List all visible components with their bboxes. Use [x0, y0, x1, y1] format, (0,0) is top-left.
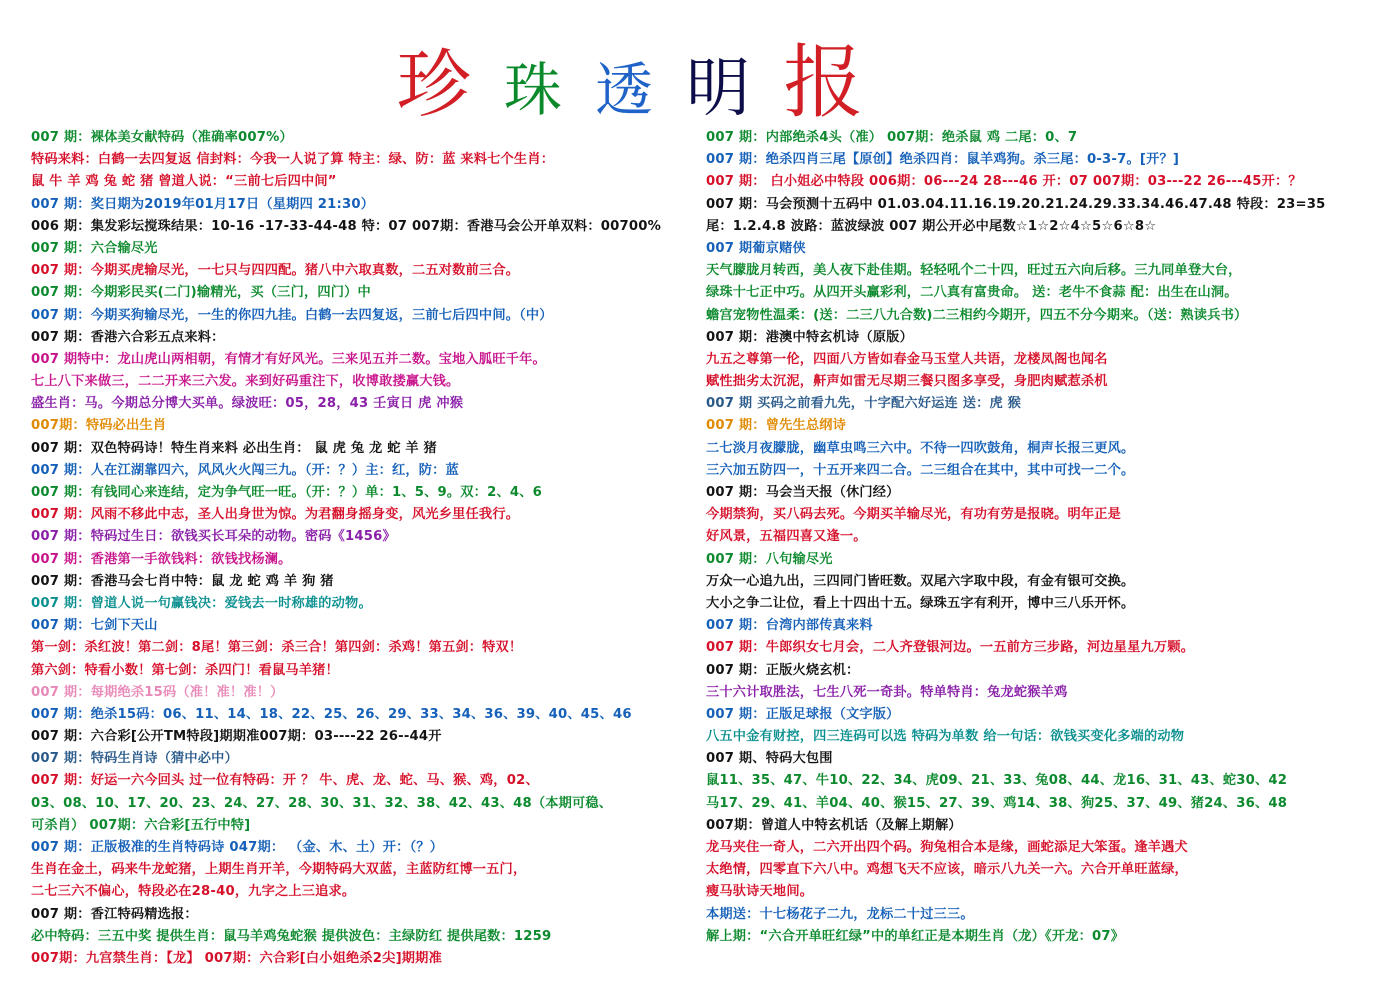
text-line: 鼠11、35、47、牛10、22、34、虎09、21、33、兔08、44、龙16、31、43、蛇30、42 [706, 773, 1288, 789]
title-char-4: 明 [686, 52, 751, 126]
text-line: 007 期：七剑下天山 [31, 618, 158, 634]
text-line: 盛生肖：马。今期总分博大买单。绿波旺：05，28，43 壬寅日 虎 冲猴 [31, 396, 464, 412]
text-line: 九五之尊第一伦，四面八方皆如春金马玉堂人共语，龙楼凤阁也闻名 [706, 351, 1108, 367]
text-line: 007 期特中：龙山虎山两相朝，有情才有好风光。三来见五并二数。宝地入胍旺千年。 [31, 351, 546, 367]
text-line: 好风景，五福四喜又逢一。 [706, 529, 867, 545]
text-line: 007 期：绝杀四肖三尾【原创】绝杀四肖：鼠羊鸡狗。杀三尾：0-3-7。[开？] [706, 152, 1180, 168]
text-line: 007 期：内部绝杀4头（准） 007期：绝杀鼠 鸡 二尾：0、7 [706, 130, 1078, 145]
text-line: 007 期：正版足球报（文字版） [706, 706, 900, 722]
text-line: 007 期：八句输尽光 [706, 551, 833, 567]
text-line: 生肖在金土，码来牛龙蛇猪，上期生肖开羊，今期特码大双蓝，主蓝防红博一五门， [31, 862, 527, 878]
right-column [706, 127, 1378, 948]
text-line: 天气朦胧月转西，美人夜下赴佳期。轻轻吼个二十四，旺过五六向后移。三九同单登大台， [706, 263, 1242, 279]
text-line: 007 期：正版火烧玄机： [706, 662, 860, 678]
title-char-1: 珍 [396, 42, 471, 128]
text-line: 瘦马驮诗天地间。 [706, 884, 814, 900]
text-line: 007 期：正版极准的生肖特码诗 047期： （金、木、土）开：（？） [31, 840, 444, 855]
text-line: 007 期：香江特码精选报： [31, 906, 198, 922]
text-line: 三十六计取胜法，七生八死一奇卦。特单特肖：兔龙蛇猴羊鸡 [706, 684, 1068, 700]
text-line: 007 期：今期买狗输尽光，一生的你四九挂。白鹤一去四复返，三前七后四中间。（中） [31, 307, 553, 323]
text-line: 二七三六不偏心，特段必在28-40，九字之上三追求。 [31, 884, 356, 900]
text-line: 绿珠十七正中巧。从四开头赢彩利，二八真有富贵命。 送：老牛不食蒜 配：出生在山洞。 [706, 285, 1238, 301]
text-line: 007期：曾道人中特玄机话（及解上期解） [706, 817, 962, 833]
text-line: 特码来料：白鹤一去四复返 信封料：今我一人说了算 特主：绿、防：蓝 来料七个生肖： [31, 152, 555, 168]
text-line: 尾：1.2.4.8 波路：蓝波绿波 007 期公开必中尾数☆1☆2☆4☆5☆6☆8☆ [706, 218, 1157, 234]
title-char-3: 透 [595, 56, 654, 124]
text-line: 007期：九宫禁生肖：【龙】 007期：六合彩[白小姐绝杀2尖]期期准 [31, 950, 442, 966]
text-line: 第六剑：特看小数！第七剑：杀四门！看鼠马羊猪！ [31, 662, 339, 678]
text-line: 太绝情，四零直下六八中。鸡想飞天不应该，暗示八九关一六。六合开单旺蓝绿， [706, 862, 1188, 878]
text-line: 007 期 买码之前看九先，十字配六好运连 送：虎 猴 [706, 396, 1022, 412]
text-line: 007 期：香港六合彩五点来料： [31, 329, 225, 345]
text-line: 今期禁狗，买八码去死。今期买羊输尽光，有功有劳是报晓。明年正是 [706, 507, 1122, 523]
text-line: 007 期：港澳中特玄机诗（原版） [706, 329, 913, 345]
title-char-5: 报 [783, 36, 864, 129]
text-line: 006 期：集发彩坛搅珠结果：10-16 -17-33-44-48 特：07 007期：香港马会公开单双料：00700% [31, 218, 662, 234]
text-line: 007 期： 白小姐必中特段 006期：06---24 28---46 开：07 007期：03---22 26---45开：？ [706, 174, 1302, 190]
text-line: 007 期：风雨不移此中志，圣人出身世为惊。为君翻身摇身变，风光乡里任我行。 [31, 507, 520, 523]
text-line: 第一剑：杀红波！第二剑：8尾！第三剑：杀三合！第四剑：杀鸡！第五剑：特双！ [31, 640, 523, 656]
text-line: 必中特码：三五中奖 提供生肖：鼠马羊鸡兔蛇猴 提供波色：主绿防红 提供尾数：1259 [31, 928, 552, 944]
left-column [31, 127, 703, 970]
title-char-2: 珠 [503, 56, 562, 124]
text-line: 解上期：“六合开单旺红绿”中的单红正是本期生肖（龙）《开龙：07》 [706, 928, 1125, 944]
text-line: 007 期：曾先生总纲诗 [706, 418, 847, 434]
text-line: 007 期：今期彩民买(二门)输精光，买（三门，四门）中 [31, 285, 371, 301]
text-line: 马17、29、41、羊04、40、猴15、27、39、鸡14、38、狗25、37、49、猪24、36、48 [706, 795, 1288, 811]
text-line: 007 期：六合彩[公开TM特段]期期准007期：03----22 26--44开 [31, 729, 442, 745]
text-line: 007 期：好运一六今回头 过一位有特码：开 ？ 牛、虎、龙、蛇、马、猴、鸡，02、 [31, 773, 539, 789]
text-line: 龙马夹住一奇人，二六开出四个码。狗兔相合本是缘，画蛇添足大笨蛋。逢羊遇犬 [706, 840, 1188, 855]
text-line: 007 期：马会当天报（休门经） [706, 485, 900, 500]
text-line: 本期送：十七杨花子二九，龙标二十过三三。 [706, 906, 974, 922]
text-line: 可杀肖） 007期：六合彩[五行中特] [31, 817, 251, 833]
text-line: 007 期：奖日期为2019年01月17日（星期四 21:30） [31, 196, 375, 212]
text-line: 007 期：每期绝杀15码（准！准！准！） [31, 684, 284, 700]
text-line: 007 期：有钱同心来连结，定为争气旺一旺。（开：？）单：1、5、9。双：2、4、6 [31, 485, 542, 500]
text-line: 007 期：绝杀15码：06、11、14、18、22、25、26、29、33、34、36、39、40、45、46 [31, 706, 632, 722]
text-line: 蟾宫宠物性温柔：(送：二三八九合数)二三相约今期开，四五不分今期来。（送：熟读兵书） [706, 307, 1248, 323]
text-line: 007 期：裸体美女献特码（准确率007%） [31, 130, 293, 145]
text-line: 007 期：台湾内部传真来料 [706, 618, 873, 634]
text-line: 007 期、特码大包围 [706, 751, 833, 767]
text-line: 七上八下来做三，二二开来三六发。来到好码重注下，收博敢搂赢大钱。 [31, 374, 460, 390]
text-line: 007 期：牛郎织女七月会，二人齐登银河边。一五前方三步路，河边星星九万颗。 [706, 640, 1195, 656]
text-line: 鼠 牛 羊 鸡 兔 蛇 猪 曾道人说：“三前七后四中间” [31, 174, 337, 190]
text-line: 007 期：曾道人说一句赢钱决：爱钱去一时称雄的动物。 [31, 595, 372, 611]
text-line: 赋性拙劣太沉泥，鼾声如雷无尽期三餐只图多享受，身肥肉赋惹杀机 [706, 374, 1108, 390]
text-line: 八五中金有财控，四三连码可以选 特码为单数 给一句话：欲钱买变化多端的动物 [706, 729, 1185, 745]
text-line: 007 期：六合输尽光 [31, 240, 158, 256]
text-line: 007 期：特码过生日：欲钱买长耳朵的动物。密码《1456》 [31, 529, 396, 545]
text-line: 007 期：香港第一手欲钱料：欲钱找杨澜。 [31, 551, 292, 567]
text-line: 二七淡月夜朦胧，幽草虫鸣三六中。不待一四吹鼓角，桐声长报三更风。 [706, 440, 1135, 456]
text-line: 03、08、10、17、20、23、24、27、28、30、31、32、38、42、43、48（本期可稳、 [31, 795, 613, 811]
text-line: 007 期：人在江湖靠四六，风风火火闯三九。（开：？）主：红，防：蓝 [31, 462, 459, 478]
text-line: 三六加五防四一，十五开来四二合。二三组合在其中，其中可找一二个。 [706, 462, 1135, 478]
text-line: 007 期：香港马会七肖中特：鼠 龙 蛇 鸡 羊 狗 猪 [31, 573, 334, 589]
text-line: 007 期：今期买虎输尽光，一七只与四四配。猪八中六取真数，二五对数前三合。 [31, 263, 520, 279]
text-line: 007 期：马会预测十五码中 01.03.04.11.16.19.20.21.24.29.33.34.46.47.48 特段：23=35 [706, 196, 1326, 212]
text-line: 万众一心追九出，三四同门皆旺数。双尾六字取中段，有金有银可交换。 [706, 573, 1135, 589]
text-line: 007 期：双色特码诗！特生肖来料 必出生肖： 鼠 虎 兔 龙 蛇 羊 猪 [31, 440, 437, 456]
text-line: 大小之争二让位，看上十四出十五。绿珠五字有利开，博中三八乐开怀。 [706, 595, 1135, 611]
text-line: 007期：特码必出生肖 [31, 418, 167, 434]
text-line: 007 期葡京赌侠 [706, 240, 806, 256]
text-line: 007 期：特码生肖诗（猜中必中） [31, 751, 238, 767]
newspaper-title [0, 18, 1260, 129]
